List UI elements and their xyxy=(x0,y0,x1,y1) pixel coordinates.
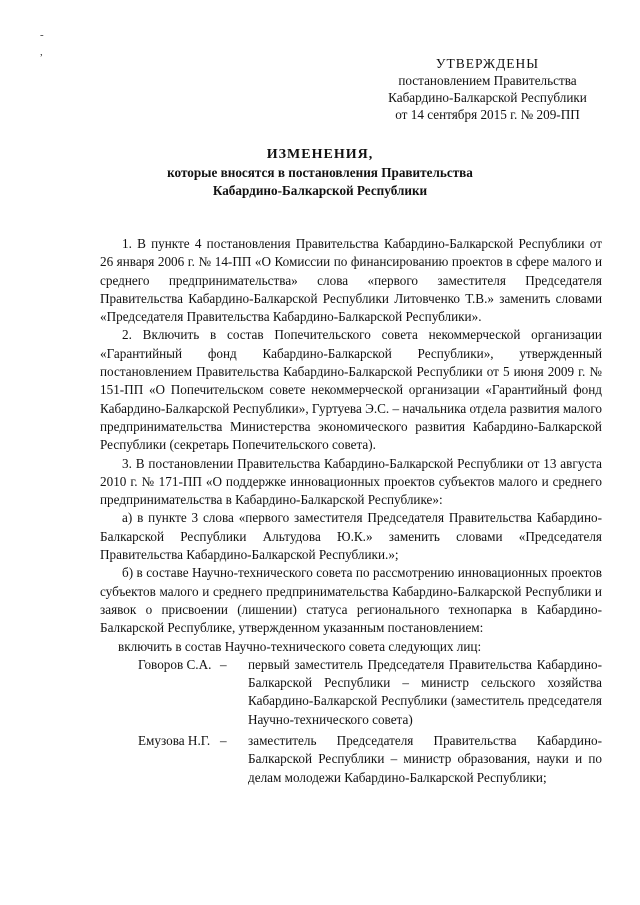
person-dash: – xyxy=(220,733,227,749)
approval-heading: УТВЕРЖДЕНЫ xyxy=(435,56,540,71)
approval-line: постановлением Правительства xyxy=(398,73,577,88)
paragraph-include: включить в состав Научно-технического совета следующих лиц: xyxy=(118,638,482,654)
paragraph-3a: а) в пункте 3 слова «первого заместителя Председателя Правительства Кабардино-Балкарской Республики Альтудова Ю.К.» заменить словами «Председателя Правительства Кабардино-Балкарской Республики.»; xyxy=(100,510,602,563)
paragraph-2: 2. Включить в состав Попечительского совета некоммерческой организации «Гарантийный фонд Кабардино-Балкарской Республики», утвержденный постановлением Правительства Кабардино-Балкарской Республики от 5 июня 2009 г. № 151-ПП «О Попечительском совете некоммерческой организации «Гарантийный фонд Кабардино-Балкарской Республики», Гуртуева Э.С. – начальника отдела развития малого предпринимательства Министерства экономического развития Кабардино-Балкарской Республики (секретарь Попечительского совета). xyxy=(100,327,602,453)
approval-block xyxy=(355,55,620,123)
person-description: первый заместитель Председателя Правительства Кабардино-Балкарской Республики – министр сельского хозяйства Кабардино-Балкарской Республики (заместитель председателя Научно-технического совета) xyxy=(248,656,602,727)
document-body xyxy=(100,235,602,787)
person-name: Говоров С.А. xyxy=(138,656,212,672)
paragraph-3: 3. В постановлении Правительства Кабардино-Балкарской Республики от 13 августа 2010 г. № 171-ПП «О поддержке инновационных проектов субъектов малого и среднего предпринимательства в Кабардино-Балкарской Республике»: xyxy=(100,455,602,508)
title-line: Кабардино-Балкарской Республики xyxy=(212,183,428,198)
scan-mark: , xyxy=(40,46,43,58)
title-main: ИЗМЕНЕНИЯ, xyxy=(266,147,374,162)
paragraph-1: 1. В пункте 4 постановления Правительства Кабардино-Балкарской Республики от 26 января 2006 г. № 14-ПП «О Комиссии по финансированию проектов в сфере малого и среднего предпринимательства» слова «первого заместителя Председателя Правительства Кабардино-Балкарской Республики Литовченко Т.В.» заменить словами «Председателя Правительства Кабардино-Балкарской Республики». xyxy=(100,236,602,325)
person-dash: – xyxy=(220,656,227,672)
person-entry xyxy=(100,732,602,787)
person-name: Емузова Н.Г. xyxy=(138,733,211,749)
document-title xyxy=(0,146,640,200)
scan-mark: - xyxy=(40,29,44,41)
person-entry xyxy=(100,656,602,729)
person-description: заместитель Председателя Правительства Кабардино-Балкарской Республики – министр образования, науки и по делам молодежи Кабардино-Балкарской Республики; xyxy=(248,733,602,785)
approval-line: Кабардино-Балкарской Республики xyxy=(388,90,587,105)
paragraph-3b: б) в составе Научно-технического совета по рассмотрению инновационных проектов субъектов малого и среднего предпринимательства Кабардино-Балкарской Республики и заявок о присвоении (лишении) статуса регионального технопарка в Кабардино-Балкарской Республике, утвержденном указанным постановлением: xyxy=(100,565,602,636)
title-line: которые вносятся в постановления Правительства xyxy=(167,165,473,180)
approval-line: от 14 сентября 2015 г. № 209-ПП xyxy=(395,107,580,122)
